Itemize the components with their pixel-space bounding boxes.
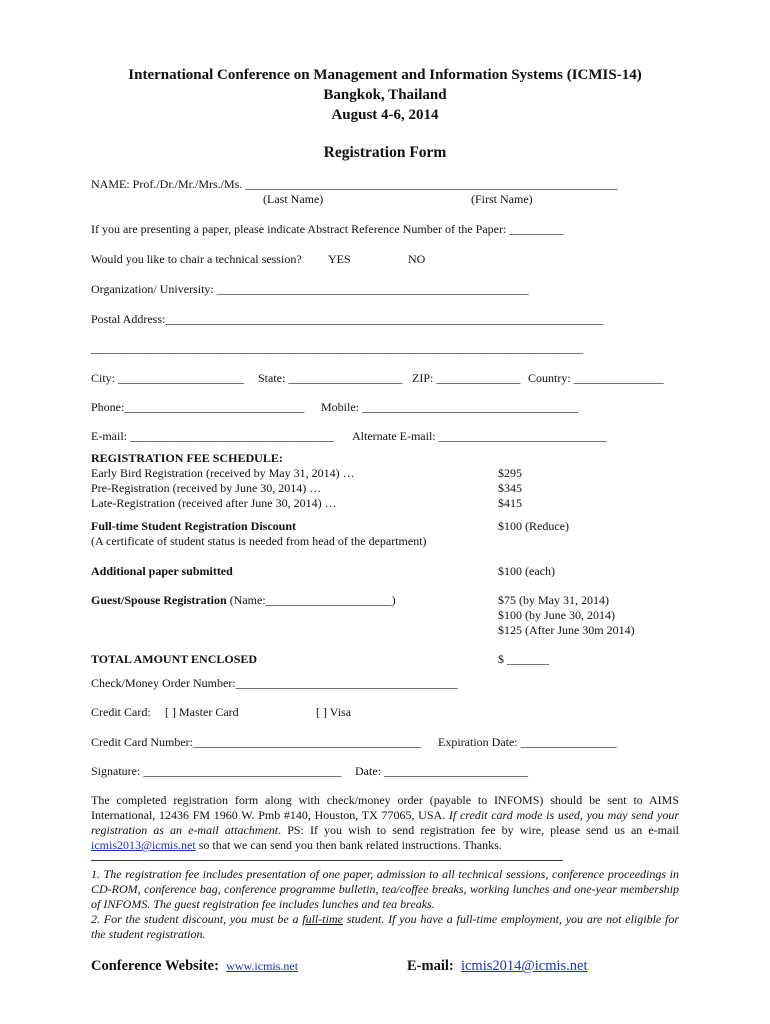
fee-schedule-heading: REGISTRATION FEE SCHEDULE: bbox=[91, 451, 283, 465]
guest-amount-early: $75 (by May 31, 2014) bbox=[498, 593, 609, 607]
student-discount-note: (A certificate of student status is needed from head of the department) bbox=[91, 534, 427, 548]
first-name-caption: (First Name) bbox=[471, 192, 533, 206]
check-number-field: Check/Money Order Number:_____________________________________ bbox=[91, 676, 458, 690]
note2-text-a: 2. For the student discount, you must be a bbox=[91, 912, 303, 926]
chair-no-option: NO bbox=[408, 252, 426, 266]
abstract-number-field: If you are presenting a paper, please indicate Abstract Reference Number of the Paper: _________ bbox=[91, 222, 564, 236]
additional-paper-amount: $100 (each) bbox=[498, 564, 555, 578]
footer-email-link[interactable]: icmis2014@icmis.net bbox=[460, 958, 588, 974]
footer-website bbox=[91, 958, 298, 975]
instructions-credit-card: If credit card mode is used, you may send your registration as an e-mail attachment bbox=[91, 808, 679, 837]
additional-paper-label: Additional paper submitted bbox=[91, 564, 233, 578]
student-discount-amount: $100 (Reduce) bbox=[498, 519, 569, 533]
state-field: State: ___________________ bbox=[258, 371, 403, 385]
notes-divider bbox=[91, 860, 563, 861]
country-field: Country: _______________ bbox=[528, 371, 664, 385]
credit-card-label: Credit Card: bbox=[91, 705, 151, 719]
chair-yes-option: YES bbox=[328, 252, 351, 266]
alternate-email-field: Alternate E-mail: ____________________________ bbox=[352, 429, 607, 443]
website-link[interactable]: www.icmis.net bbox=[226, 959, 299, 973]
pre-registration-row: Pre-Registration (received by June 30, 2014) … bbox=[91, 481, 322, 495]
form-title: Registration Form bbox=[323, 144, 447, 161]
chair-question: Would you like to chair a technical session? bbox=[91, 252, 302, 266]
website-label: Conference Website: bbox=[91, 958, 219, 974]
guest-registration-row bbox=[91, 593, 396, 608]
note-registration-fee: 1. The registration fee includes presentation of one paper, admission to all technical sessions, conference proceedings in CD-ROM, conference bag, conference programme bulletin, tea/coffee breaks, working lunches and one-year membership of INFOMS. The guest registration fee includes lunches and tea breaks. bbox=[91, 867, 679, 911]
pre-registration-amount: $345 bbox=[498, 481, 522, 495]
total-amount-label: TOTAL AMOUNT ENCLOSED bbox=[91, 652, 258, 666]
early-bird-row: Early Bird Registration (received by May 31, 2014) … bbox=[91, 466, 355, 480]
email-field: E-mail: __________________________________ bbox=[91, 429, 334, 443]
mastercard-checkbox: [ ] Master Card bbox=[165, 705, 239, 719]
postal-address-field: Postal Address:_________________________________________________________________________ bbox=[91, 312, 604, 326]
organization-field: Organization/ University: ____________________________________________________ bbox=[91, 282, 529, 296]
phone-field: Phone:______________________________ bbox=[91, 400, 305, 414]
note2-full-time: full-time bbox=[302, 912, 343, 926]
guest-name-field: (Name:_____________________) bbox=[226, 593, 396, 607]
conference-location: Bangkok, Thailand bbox=[323, 87, 447, 103]
late-registration-amount: $415 bbox=[498, 496, 522, 510]
date-field: Date: ________________________ bbox=[355, 764, 528, 778]
city-field: City: _____________________ bbox=[91, 371, 245, 385]
signature-field: Signature: _________________________________ bbox=[91, 764, 342, 778]
zip-field: ZIP: ______________ bbox=[412, 371, 521, 385]
name-field: NAME: Prof./Dr./Mr./Mrs./Ms. ______________________________________________________________ bbox=[91, 177, 618, 191]
total-amount-field: $ _______ bbox=[498, 652, 549, 666]
instructions-part4: so that we can send you then bank related instructions. Thanks. bbox=[195, 838, 502, 852]
mobile-field: Mobile: ____________________________________ bbox=[321, 400, 578, 414]
last-name-caption: (Last Name) bbox=[263, 192, 324, 206]
credit-card-number-field: Credit Card Number:______________________________________ bbox=[91, 735, 421, 749]
postal-address-line2: __________________________________________________________________________________ bbox=[91, 341, 583, 355]
instructions-part1: The completed registration form along with check/money order (payable to INFOMS) should be sent to AIMS International, 12436 FM 1960 W. Pmb #140, Houston, TX 77065, USA. bbox=[91, 793, 679, 822]
conference-title: International Conference on Management and Information Systems (ICMIS-14) bbox=[128, 67, 642, 83]
footer-email bbox=[407, 958, 588, 975]
late-registration-row: Late-Registration (received after June 30, 2014) … bbox=[91, 496, 337, 510]
visa-checkbox: [ ] Visa bbox=[316, 705, 352, 719]
note2-text-b: student. If you have a full-time employment, you are not eligible for the student registration. bbox=[91, 912, 680, 941]
guest-amount-pre: $100 (by June 30, 2014) bbox=[498, 608, 615, 622]
guest-amount-late: $125 (After June 30m 2014) bbox=[498, 623, 635, 637]
instructions-email-link[interactable]: icmis2013@icmis.net bbox=[91, 838, 196, 852]
conference-dates: August 4-6, 2014 bbox=[331, 107, 439, 123]
submission-instructions bbox=[91, 793, 679, 853]
footer-email-label: E-mail: bbox=[407, 958, 454, 974]
note-student-discount bbox=[91, 912, 679, 942]
guest-registration-label: Guest/Spouse Registration bbox=[91, 593, 227, 607]
early-bird-amount: $295 bbox=[498, 466, 522, 480]
instructions-part3: . PS: If you wish to send registration fee by wire, please send us an e-mail bbox=[278, 823, 680, 837]
expiration-date-field: Expiration Date: ________________ bbox=[438, 735, 617, 749]
student-discount-label: Full-time Student Registration Discount bbox=[91, 519, 296, 533]
